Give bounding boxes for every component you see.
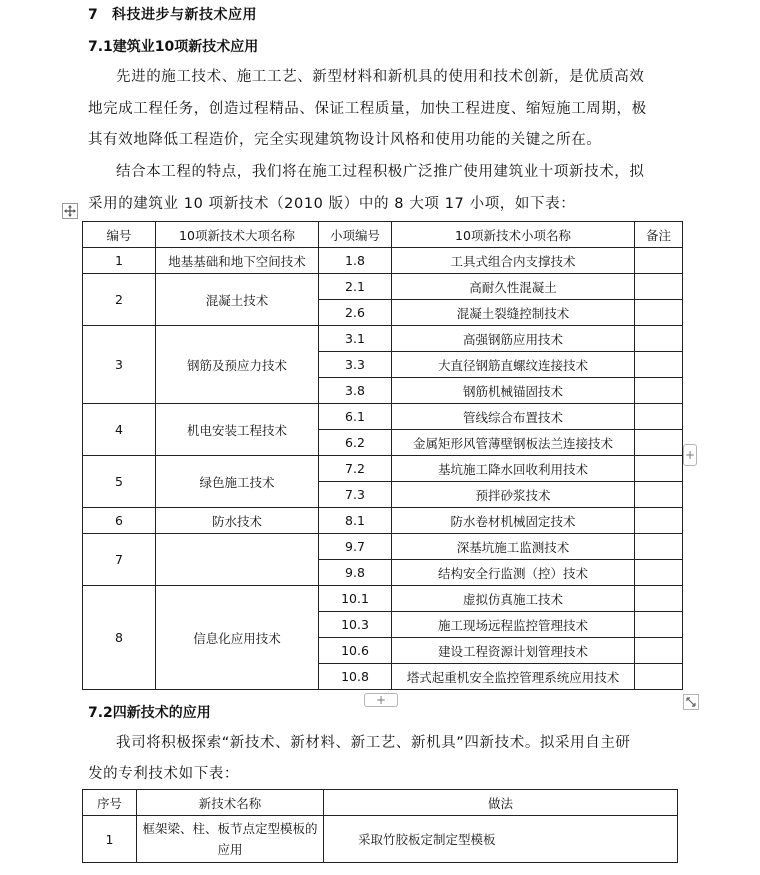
table-row [83,508,683,534]
note-cell [635,274,683,300]
group-number: 8 [83,586,156,690]
table-row [83,586,683,612]
sub-item-name: 混凝土裂缝控制技术 [392,300,635,326]
table-row [83,534,683,560]
category-name: 钢筋及预应力技术 [156,326,319,404]
sub-item-name: 结构安全行监测（控）技术 [392,560,635,586]
note-cell [635,430,683,456]
note-cell [635,612,683,638]
header-cell: 序号 [83,790,137,816]
sub-item-code: 3.1 [319,326,392,352]
table-row [83,404,683,430]
sub-item-name: 建设工程资源计划管理技术 [392,638,635,664]
note-cell [635,560,683,586]
note-cell [635,300,683,326]
sub-item-code: 7.3 [319,482,392,508]
sub-item-code: 10.8 [319,664,392,690]
group-number: 3 [83,326,156,404]
patent-table [82,789,678,863]
sub-item-code: 9.7 [319,534,392,560]
table-row [83,326,683,352]
note-cell [635,508,683,534]
group-number: 7 [83,534,156,586]
sub-item-code: 10.6 [319,638,392,664]
header-cell: 10项新技术大项名称 [156,222,319,248]
para1-line1: 先进的施工技术、施工工艺、新型材料和新机具的使用和技术创新，是优质高效 [116,69,645,85]
sub-item-code: 10.3 [319,612,392,638]
add-column-button[interactable]: + [683,444,697,466]
sub-item-code: 3.8 [319,378,392,404]
header-cell: 小项编号 [319,222,392,248]
sub-item-name: 工具式组合内支撑技术 [392,248,635,274]
note-cell [635,482,683,508]
para1-line3: 其有效地降低工程造价，完全实现建筑物设计风格和使用功能的关键之所在。 [88,132,602,148]
note-cell [635,248,683,274]
sub-item-code: 9.8 [319,560,392,586]
category-name: 防水技术 [156,508,319,534]
category-name: 地基基础和地下空间技术 [156,248,319,274]
sub-item-name: 钢筋机械锚固技术 [392,378,635,404]
sub-item-code: 3.3 [319,352,392,378]
group-number: 6 [83,508,156,534]
table-header-row [83,790,678,816]
sub-item-name: 深基坑施工监测技术 [392,534,635,560]
sub-item-code: 10.1 [319,586,392,612]
para1-line2: 地完成工程任务，创造过程精品、保证工程质量，加快工程进度、缩短施工周期，极 [88,101,647,117]
table-row [83,248,683,274]
sub-item-code: 6.2 [319,430,392,456]
group-number: 2 [83,274,156,326]
note-cell [635,352,683,378]
note-cell [635,456,683,482]
group-number: 5 [83,456,156,508]
sub-item-name: 金属矩形风管薄壁钢板法兰连接技术 [392,430,635,456]
note-cell [635,534,683,560]
category-name [156,534,319,586]
sub-item-name: 高耐久性混凝土 [392,274,635,300]
add-row-button[interactable]: + [364,693,398,707]
sub-item-name: 虚拟仿真施工技术 [392,586,635,612]
sub-item-code: 2.1 [319,274,392,300]
para2-line2: 采用的建筑业 10 项新技术（2010 版）中的 8 大项 17 小项，如下表： [88,196,576,212]
sub-item-name: 塔式起重机安全监控管理系统应用技术 [392,664,635,690]
table-resize-handle[interactable] [683,694,699,710]
subsection-2-heading: 7.2四新技术的应用 [88,705,211,721]
sub-item-name: 管线综合布置技术 [392,404,635,430]
resize-icon [686,697,696,707]
method: 采取竹胶板定制定型模板 [324,816,678,863]
sub-item-code: 6.1 [319,404,392,430]
para3-line1: 我司将积极探索“新技术、新材料、新工艺、新机具”四新技术。拟采用自主研 [116,735,631,751]
subsection-1-heading: 7.1建筑业10项新技术应用 [88,39,259,55]
header-cell: 新技术名称 [137,790,324,816]
table-row [83,456,683,482]
sub-item-name: 基坑施工降水回收利用技术 [392,456,635,482]
row-number: 1 [83,816,137,863]
sub-item-name: 防水卷材机械固定技术 [392,508,635,534]
sub-item-code: 7.2 [319,456,392,482]
note-cell [635,404,683,430]
header-cell: 编号 [83,222,156,248]
sub-item-name: 大直径钢筋直螺纹连接技术 [392,352,635,378]
header-cell: 备注 [635,222,683,248]
section-heading [88,4,257,24]
note-cell [635,664,683,690]
move-arrows-icon [64,205,76,217]
section-number: 7 [88,7,99,23]
category-name: 绿色施工技术 [156,456,319,508]
category-name: 混凝土技术 [156,274,319,326]
sub-item-name: 施工现场远程监控管理技术 [392,612,635,638]
note-cell [635,326,683,352]
para3-line2: 发的专利技术如下表： [88,766,239,782]
table-row [83,816,678,863]
category-name: 信息化应用技术 [156,586,319,690]
section-title: 科技进步与新技术应用 [112,7,257,23]
table-row [83,274,683,300]
header-cell: 做法 [324,790,678,816]
para2-line1: 结合本工程的特点，我们将在施工过程积极广泛推广使用建筑业十项新技术，拟 [116,164,645,180]
tech-table [82,221,683,690]
table-header-row [83,222,683,248]
tech-name: 框架梁、柱、板节点定型模板的应用 [137,816,324,863]
group-number: 1 [83,248,156,274]
group-number: 4 [83,404,156,456]
sub-item-code: 1.8 [319,248,392,274]
header-cell: 10项新技术小项名称 [392,222,635,248]
sub-item-name: 预拌砂浆技术 [392,482,635,508]
note-cell [635,378,683,404]
sub-item-name: 高强钢筋应用技术 [392,326,635,352]
note-cell [635,638,683,664]
sub-item-code: 8.1 [319,508,392,534]
table-move-handle[interactable] [62,203,78,219]
sub-item-code: 2.6 [319,300,392,326]
note-cell [635,586,683,612]
category-name: 机电安装工程技术 [156,404,319,456]
